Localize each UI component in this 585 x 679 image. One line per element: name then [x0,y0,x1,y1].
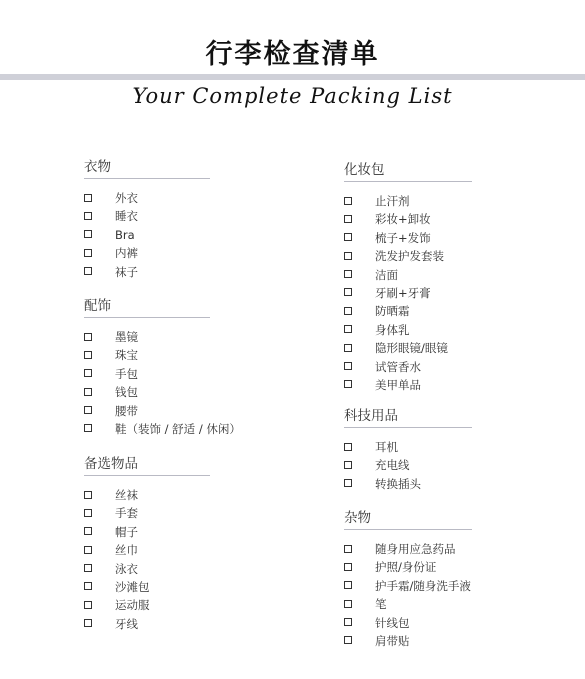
checklist-item[interactable] [344,577,472,595]
checkbox-icon[interactable] [344,461,352,469]
item-label: 梳子+发饰 [375,230,431,245]
page-title: 行李检查清单 [205,39,380,70]
checklist-item[interactable] [84,328,210,346]
checklist-item[interactable] [344,456,472,474]
checkbox-icon[interactable] [84,491,92,499]
checkbox-icon[interactable] [344,600,352,608]
checklist-item[interactable] [84,365,210,383]
item-label: 腰带 [115,403,138,418]
checklist-item[interactable] [84,189,210,207]
checkbox-icon[interactable] [84,564,92,572]
checkbox-icon[interactable] [84,249,92,257]
item-label: 墨镜 [115,330,138,344]
checkbox-icon[interactable] [344,618,352,626]
checklist-item[interactable] [84,263,210,281]
section-misc [344,509,472,650]
checklist-item[interactable] [344,229,472,247]
checkbox-icon[interactable] [84,601,92,609]
item-label: 护手霜/随身洗手液 [375,578,471,593]
section-optional [84,455,210,633]
item-label: 身体乳 [375,322,410,337]
section-rule [344,529,472,530]
checkbox-icon[interactable] [344,443,352,451]
section-rule [344,427,472,428]
checklist-item[interactable] [344,192,472,210]
section-rule [84,178,210,179]
item-label: 钱包 [115,385,138,400]
item-label: 牙刷+牙膏 [375,285,431,300]
checklist-item[interactable] [84,383,210,401]
checkbox-icon[interactable] [84,546,92,554]
checkbox-icon[interactable] [344,581,352,589]
checklist-item[interactable] [84,615,210,633]
item-label: 隐形眼镜/眼镜 [375,341,448,356]
checklist-item[interactable] [84,244,210,262]
item-label: 鞋（装饰 / 舒适 / 休闲） [115,421,241,436]
item-label: 运动服 [115,598,150,613]
checkbox-icon[interactable] [344,233,352,241]
checkbox-icon[interactable] [344,270,352,278]
title-band [0,74,585,80]
checkbox-icon[interactable] [344,325,352,333]
checklist [84,486,210,633]
item-label: 转换插头 [375,476,421,491]
checkbox-icon[interactable] [84,267,92,275]
checklist-item[interactable] [344,210,472,228]
checklist-item[interactable] [344,284,472,302]
checklist-item[interactable] [84,486,210,504]
section-clothing [84,158,210,281]
item-label: 手包 [115,366,138,381]
checklist-item[interactable] [344,614,472,632]
section-title: 科技用品 [344,408,398,424]
item-label: 牙线 [115,616,138,631]
checkbox-icon[interactable] [84,194,92,202]
item-label: 洗发护发套装 [375,249,444,264]
checkbox-icon[interactable] [84,212,92,220]
item-label: 美甲单品 [375,377,421,392]
checkbox-icon[interactable] [344,252,352,260]
section-title: 杂物 [344,510,371,526]
checkbox-icon[interactable] [84,509,92,517]
checkbox-icon[interactable] [84,333,92,341]
checklist-item[interactable] [344,595,472,613]
checkbox-icon[interactable] [84,230,92,238]
section-title: 备选物品 [84,456,138,472]
checklist-item[interactable] [344,358,472,376]
checklist-item[interactable] [84,346,210,364]
checklist-item[interactable] [344,376,472,394]
checkbox-icon[interactable] [84,582,92,590]
checkbox-icon[interactable] [344,307,352,315]
checklist-item[interactable] [344,438,472,456]
checkbox-icon[interactable] [344,563,352,571]
item-label: 手套 [115,506,138,521]
checkbox-icon[interactable] [344,545,352,553]
checkbox-icon[interactable] [84,619,92,627]
section-toiletry [344,161,472,394]
section-title: 配饰 [84,298,111,314]
section-rule [344,181,472,182]
checkbox-icon[interactable] [84,424,92,432]
section-rule [84,317,210,318]
checklist [344,540,472,650]
checkbox-icon[interactable] [84,527,92,535]
checkbox-icon[interactable] [344,197,352,205]
checklist-item[interactable] [84,523,210,541]
item-label: 珠宝 [115,348,138,363]
item-label: 针线包 [375,615,410,630]
checklist-item[interactable] [84,226,210,244]
section-tech [344,407,472,493]
item-label: 洁面 [375,267,398,282]
checkbox-icon[interactable] [344,288,352,296]
checklist-item[interactable] [344,302,472,320]
checkbox-icon[interactable] [84,369,92,377]
checklist-item[interactable] [84,420,241,438]
checklist-item[interactable] [344,475,472,493]
checklist-item[interactable] [84,560,210,578]
checkbox-icon[interactable] [344,215,352,223]
item-label: 泳衣 [115,561,138,576]
section-accessories [84,297,241,438]
item-label: 丝袜 [115,488,138,502]
item-label: 沙滩包 [115,579,150,594]
checklist-item[interactable] [84,578,210,596]
checklist [344,438,472,493]
checkbox-icon[interactable] [84,351,92,359]
checklist-item[interactable] [344,321,472,339]
checklist-item[interactable] [344,266,472,284]
item-label: 耳机 [375,440,398,454]
item-label: 内裤 [115,246,138,261]
checklist-item[interactable] [84,504,210,522]
checkbox-icon[interactable] [344,344,352,352]
item-label: 试管香水 [375,359,421,374]
checklist-item[interactable] [344,339,472,357]
section-title: 衣物 [84,159,111,175]
checklist-item[interactable] [344,247,472,265]
checklist-item[interactable] [344,558,472,576]
checklist-item[interactable] [84,596,210,614]
item-label: 袜子 [115,264,138,279]
checklist [84,328,241,438]
checkbox-icon[interactable] [344,479,352,487]
item-label: 彩妆+卸妆 [375,212,431,227]
section-rule [84,475,210,476]
item-label: 外衣 [115,191,138,205]
checklist-item[interactable] [344,632,472,650]
item-label: 睡衣 [115,209,138,224]
checkbox-icon[interactable] [84,406,92,414]
item-label: 充电线 [375,458,410,473]
checklist-item[interactable] [84,541,210,559]
checklist [344,192,472,394]
item-label: 笔 [375,597,387,612]
item-label: 随身用应急药品 [375,542,456,556]
item-label: 止汗剂 [375,194,410,208]
checkbox-icon[interactable] [344,380,352,388]
checklist-item[interactable] [84,207,210,225]
item-label: Bra [115,227,135,242]
checkbox-icon[interactable] [84,388,92,396]
checklist-item[interactable] [344,540,472,558]
checkbox-icon[interactable] [344,636,352,644]
checklist-item[interactable] [84,402,210,420]
checklist [84,189,210,281]
item-label: 丝巾 [115,543,138,558]
item-label: 肩带贴 [375,633,410,648]
page-subtitle: Your Complete Packing List [132,84,453,108]
section-title: 化妆包 [344,162,385,178]
item-label: 防晒霜 [375,304,410,319]
item-label: 护照/身份证 [375,560,437,575]
checkbox-icon[interactable] [344,362,352,370]
item-label: 帽子 [115,524,138,539]
